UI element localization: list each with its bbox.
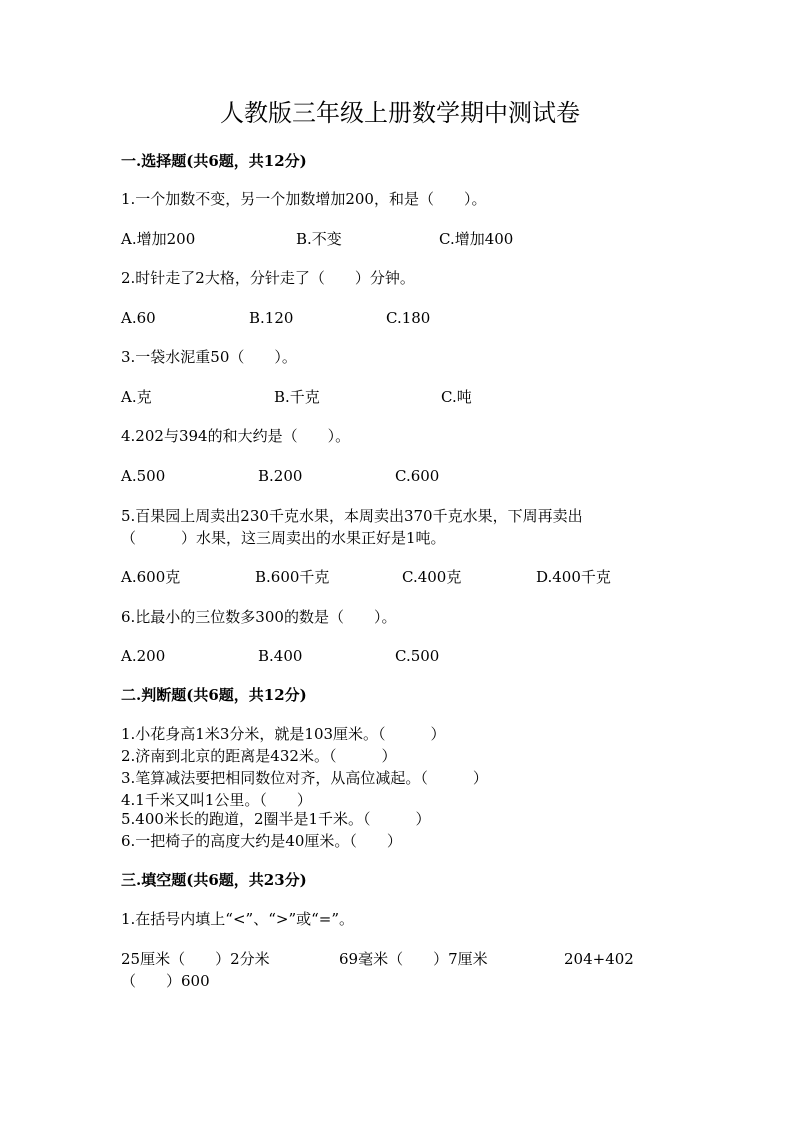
question-stem: 3.一袋水泥重50（ ）。	[121, 348, 297, 366]
section-heading-judge: 二.判断题(共6题，共12分)	[121, 686, 307, 704]
section-heading-fill: 三.填空题(共6题，共23分)	[121, 871, 307, 889]
judge-item: 1.小花身高1米3分米，就是103厘米。（ ）	[121, 725, 446, 743]
question-stem-continued: （ ）水果，这三周卖出的水果正好是1吨。	[121, 529, 446, 547]
section-heading-choice: 一.选择题(共6题，共12分)	[121, 152, 307, 170]
option-c: C.180	[386, 309, 431, 327]
question-stem: 1.在括号内填上“<”、“>”或“=”。	[121, 910, 355, 928]
option-a: A.600克	[121, 568, 181, 586]
fill-part: 25厘米（ ）2分米	[121, 950, 270, 968]
option-a: A.60	[121, 309, 156, 327]
option-c: C.增加400	[439, 230, 514, 248]
option-b: B.120	[249, 309, 294, 327]
option-c: C.400克	[402, 568, 462, 586]
fill-part-continued: （ ）600	[121, 972, 210, 990]
judge-item: 5.400米长的跑道，2圈半是1千米。（ ）	[121, 810, 431, 828]
option-b: B.400	[258, 647, 303, 665]
question-stem: 5.百果园上周卖出230千克水果，本周卖出370千克水果，下周再卖出	[121, 507, 583, 525]
option-b: B.不变	[296, 230, 342, 248]
judge-item: 3.笔算减法要把相同数位对齐，从高位减起。（ ）	[121, 769, 488, 787]
judge-item: 2.济南到北京的距离是432米。（ ）	[121, 747, 397, 765]
option-b: B.千克	[274, 388, 320, 406]
option-c: C.500	[395, 647, 440, 665]
question-stem: 1.一个加数不变，另一个加数增加200，和是（ ）。	[121, 190, 487, 208]
option-b: B.200	[258, 467, 303, 485]
option-d: D.400千克	[536, 568, 611, 586]
page-title: 人教版三年级上册数学期中测试卷	[220, 99, 580, 127]
option-a: A.500	[121, 467, 166, 485]
judge-item: 4.1千米又叫1公里。（ ）	[121, 791, 312, 809]
option-b: B.600千克	[255, 568, 330, 586]
judge-item: 6.一把椅子的高度大约是40厘米。（ ）	[121, 832, 402, 850]
fill-part: 69毫米（ ）7厘米	[339, 950, 488, 968]
question-stem: 6.比最小的三位数多300的数是（ ）。	[121, 608, 397, 626]
question-stem: 2.时针走了2大格，分针走了（ ）分钟。	[121, 269, 415, 287]
option-a: A.增加200	[121, 230, 196, 248]
fill-part: 204+402	[564, 950, 634, 968]
option-c: C.吨	[441, 388, 472, 406]
question-stem: 4.202与394的和大约是（ ）。	[121, 427, 351, 445]
option-a: A.200	[121, 647, 166, 665]
option-c: C.600	[395, 467, 440, 485]
option-a: A.克	[121, 388, 152, 406]
